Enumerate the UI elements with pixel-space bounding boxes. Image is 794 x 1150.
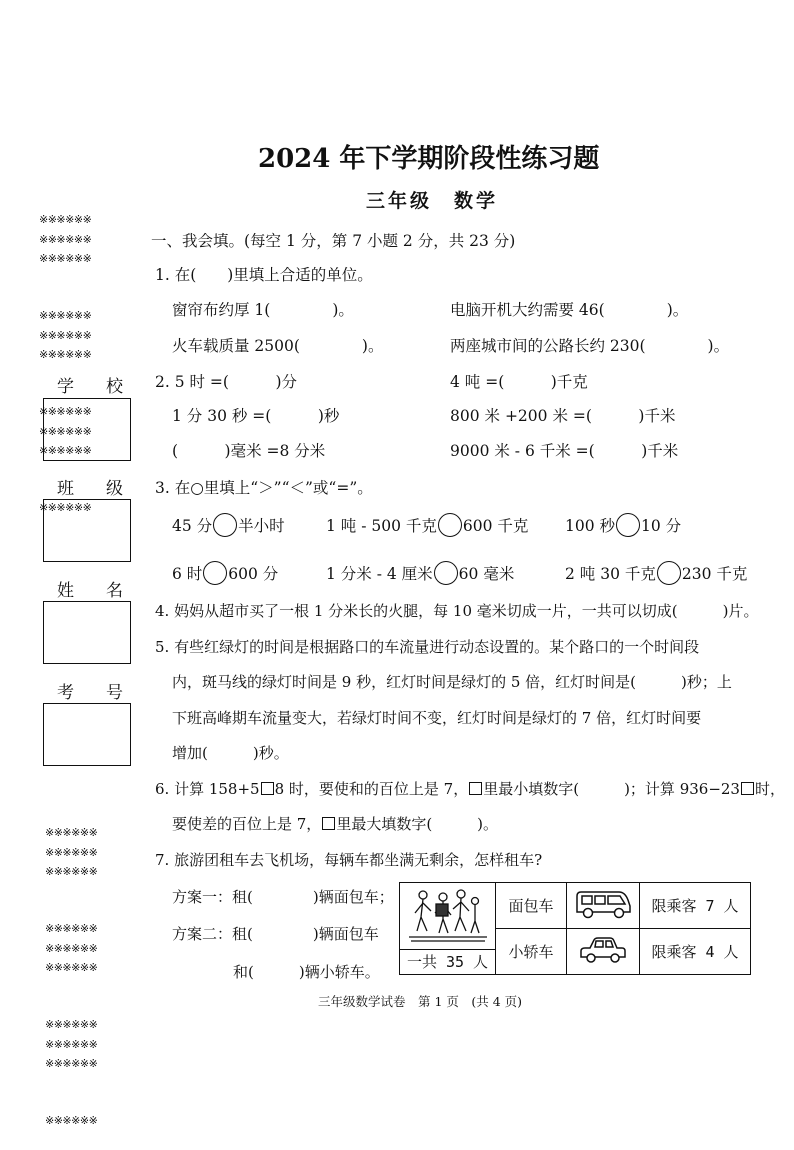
q1-item[interactable]: 窗帘布约厚 1( )。 xyxy=(172,301,354,319)
compare-circle[interactable] xyxy=(616,513,640,537)
page-title: 2024 年下学期阶段性练习题 xyxy=(258,144,600,174)
blank-square xyxy=(469,782,482,795)
compare-circle[interactable] xyxy=(213,513,237,537)
q2-item[interactable]: 800 米 +200 米 =( )千米 xyxy=(450,407,676,425)
compare-item: 6 时 600 分 xyxy=(172,561,278,585)
section-heading: 一、我会填。(每空 1 分，第 7 小题 2 分，共 23 分) xyxy=(151,232,516,250)
blank-square xyxy=(322,817,335,830)
page-footer: 三年级数学试卷 第 1 页 (共 4 页) xyxy=(318,994,523,1009)
label-class: 班 级 xyxy=(57,479,123,499)
q2-item[interactable]: ( )毫米 =8 分米 xyxy=(172,442,326,460)
star-border-bottom: ※※※※※※ ※※※※※※ ※※※※※※ ※※※※※※ ※※※※※※ ※※※※※※ ※※※※※※ ※※※※※※ ※※※※※※ ※※※※※※ xyxy=(45,826,98,1128)
compare-circle[interactable] xyxy=(203,561,227,585)
label-name: 姓 名 xyxy=(57,581,123,601)
van-image-cell xyxy=(567,883,640,929)
q7-plan[interactable]: 方案二：租( )辆面包车 xyxy=(172,925,379,943)
car-label: 小轿车 xyxy=(496,929,567,975)
star-border-top: ※※※※※※ ※※※※※※ ※※※※※※ ※※※※※※ ※※※※※※ ※※※※※※ ※※※※※※ ※※※※※※ ※※※※※※ ※※※※※※ xyxy=(39,213,92,515)
q2-item[interactable]: 1 分 30 秒 =( )秒 xyxy=(172,407,340,425)
blank-square[interactable] xyxy=(741,782,754,795)
van-icon xyxy=(573,888,633,920)
group-cell xyxy=(400,883,496,975)
q2-item[interactable]: 2. 5 时 =( )分 xyxy=(155,373,298,391)
q6-line[interactable]: 要使差的百位上是 7， 里最大填数字( )。 xyxy=(172,815,499,833)
car-icon xyxy=(578,935,628,965)
q4-text[interactable]: 4. 妈妈从超市买了一根 1 分米长的火腿，每 10 毫米切成一片，一共可以切成( )片。 xyxy=(155,602,759,620)
q5-line: 5. 有些红绿灯的时间是根据路口的车流量进行动态设置的。某个路口的一个时间段 xyxy=(155,638,700,656)
compare-item: 100 秒 10 分 xyxy=(565,513,681,537)
car-capacity: 限乘客 4 人 xyxy=(640,929,751,975)
q5-line: 下班高峰期车流量变大，若绿灯时间不变，红灯时间是绿灯的 7 倍，红灯时间要 xyxy=(172,709,702,727)
compare-circle[interactable] xyxy=(434,561,458,585)
q7-stem: 7. 旅游团租车去飞机场，每辆车都坐满无剩余，怎样租车? xyxy=(155,851,543,869)
q1-stem: 1. 在( )里填上合适的单位。 xyxy=(155,266,373,284)
van-capacity: 限乘客 7 人 xyxy=(640,883,751,929)
total-people: 一共 35 人 xyxy=(400,949,495,974)
car-image-cell xyxy=(567,929,640,975)
compare-circle[interactable] xyxy=(657,561,681,585)
q5-line[interactable]: 内，斑马线的绿灯时间是 9 秒，红灯时间是绿灯的 5 倍，红灯时间是( )秒；上 xyxy=(172,673,732,691)
class-input-box[interactable] xyxy=(43,499,131,562)
rental-table xyxy=(399,882,751,975)
label-exam-number: 考 号 xyxy=(57,683,123,703)
q1-item[interactable]: 火车载质量 2500( )。 xyxy=(172,337,384,355)
compare-item: 45 分 半小时 xyxy=(172,513,285,537)
tourists-illustration xyxy=(405,887,491,945)
compare-item: 2 吨 30 千克 230 千克 xyxy=(565,561,747,585)
q2-item[interactable]: 4 吨 =( )千克 xyxy=(450,373,588,391)
compare-item: 1 吨 - 500 千克 600 千克 xyxy=(326,513,528,537)
q7-plan[interactable]: 方案一：租( )辆面包车； xyxy=(172,888,394,906)
blank-square[interactable] xyxy=(261,782,274,795)
compare-item: 1 分米 - 4 厘米 60 毫米 xyxy=(326,561,514,585)
compare-circle[interactable] xyxy=(438,513,462,537)
label-school: 学 校 xyxy=(57,377,123,397)
q1-item[interactable]: 两座城市间的公路长约 230( )。 xyxy=(450,337,730,355)
q6-line[interactable]: 6. 计算 158+5 8 时，要使和的百位上是 7， 里最小填数字( )；计算 936−23 时， xyxy=(155,780,785,798)
q2-item[interactable]: 9000 米 - 6 千米 =( )千米 xyxy=(450,442,679,460)
name-input-box[interactable] xyxy=(43,601,131,664)
q7-plan[interactable]: 和( )辆小轿车。 xyxy=(233,963,380,981)
exam-number-input-box[interactable] xyxy=(43,703,131,766)
school-input-box[interactable] xyxy=(43,398,131,461)
q5-line[interactable]: 增加( )秒。 xyxy=(172,744,289,762)
q3-stem: 3. 在○里填上“＞”“＜”或“=”。 xyxy=(155,479,373,497)
q1-item[interactable]: 电脑开机大约需要 46( )。 xyxy=(450,301,689,319)
page-subtitle: 三年级 数学 xyxy=(366,190,499,212)
van-label: 面包车 xyxy=(496,883,567,929)
